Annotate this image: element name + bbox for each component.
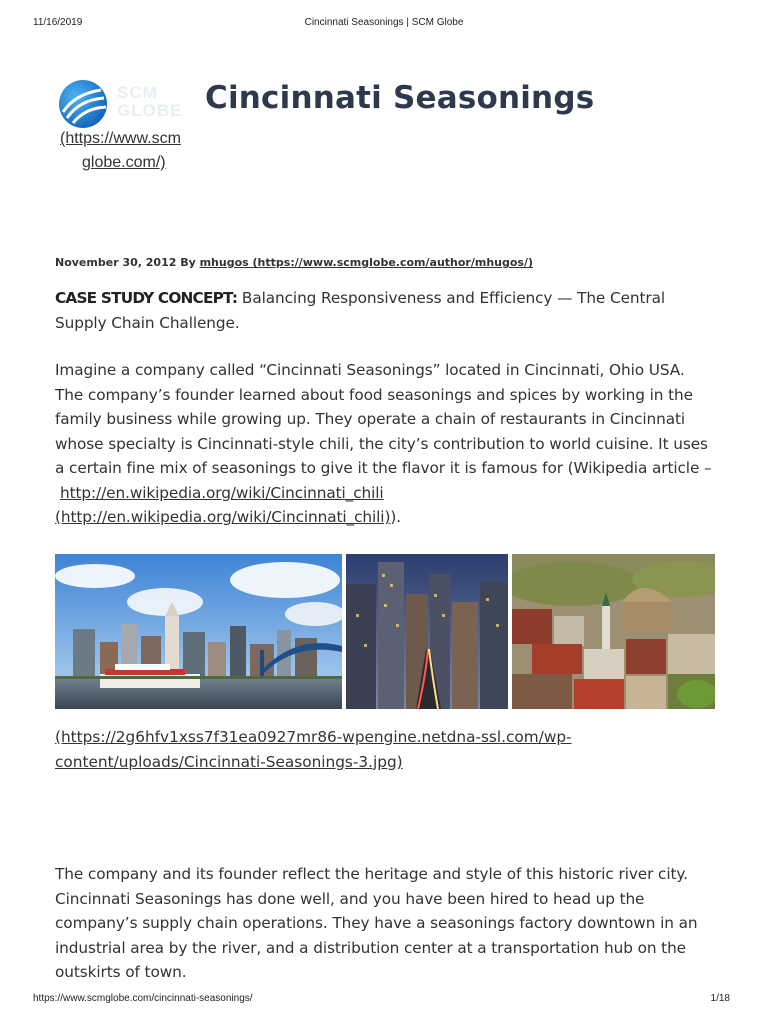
- print-date: 11/16/2019: [33, 17, 83, 28]
- globe-logo-icon: [57, 78, 109, 130]
- logo-home-link[interactable]: [60, 127, 210, 175]
- logo-wordmark: SCM GLOBE: [117, 83, 183, 120]
- wikipedia-link[interactable]: http://en.wikipedia.org/wiki/Cincinnati_chili: [60, 483, 384, 502]
- company-paragraph: The company and its founder reflect the heritage and style of this historic river city. Cincinnati Seasonings has done well, and you have been hired to head up the company’s supply chain operations. They have a seasonings factory downtown in an industrial area by the river, and a distribution center at a transportation hub on the outskirts of town.: [55, 865, 698, 981]
- hillside-neighborhood-photo[interactable]: [512, 554, 715, 709]
- logo-link-line2: globe.com/): [82, 154, 166, 171]
- intro-closing: ).: [390, 508, 401, 526]
- image-link-line2: content/uploads/Cincinnati-Seasonings-3.jpg): [55, 752, 403, 771]
- print-page-number: 1/18: [710, 993, 730, 1004]
- logo-link-line1: (https://www.scm: [60, 130, 181, 147]
- print-url: https://www.scmglobe.com/cincinnati-seasonings/: [33, 993, 253, 1004]
- page-title: Cincinnati Seasonings: [205, 80, 595, 116]
- post-date-by: November 30, 2012 By: [55, 256, 200, 269]
- intro-text: Imagine a company called “Cincinnati Seasonings” located in Cincinnati, Ohio USA. The company’s founder learned about food seasonings and spices by working in the family business while growing up. They operate a chain of restaurants in Cincinnati whose specialty is Cincinnati-style chili, the city’s contribution to world cuisine. It uses a certain fine mix of seasonings to give it the flavor it is famous for (Wikipedia article –: [55, 361, 712, 477]
- case-study-text: Balancing Responsiveness and Efficiency — The Central Supply Chain Challenge.: [55, 289, 665, 332]
- intro-paragraph: [55, 358, 715, 530]
- print-page-title: Cincinnati Seasonings | SCM Globe: [304, 17, 464, 28]
- author-link[interactable]: mhugos (https://www.scmglobe.com/author/mhugos/): [199, 256, 534, 269]
- city-skyline-photo[interactable]: [55, 554, 342, 709]
- case-study-paragraph: [55, 286, 715, 335]
- image-link-line1: (https://2g6hfv1xss7f31ea0927mr86-wpengine.netdna-ssl.com/wp-: [55, 728, 572, 746]
- wikipedia-link-url[interactable]: (http://en.wikipedia.org/wiki/Cincinnati_chili): [55, 508, 391, 526]
- image-source-link[interactable]: [55, 725, 695, 774]
- case-study-label: CASE STUDY CONCEPT:: [55, 289, 238, 307]
- post-meta: [55, 256, 533, 269]
- downtown-street-photo[interactable]: [346, 554, 508, 709]
